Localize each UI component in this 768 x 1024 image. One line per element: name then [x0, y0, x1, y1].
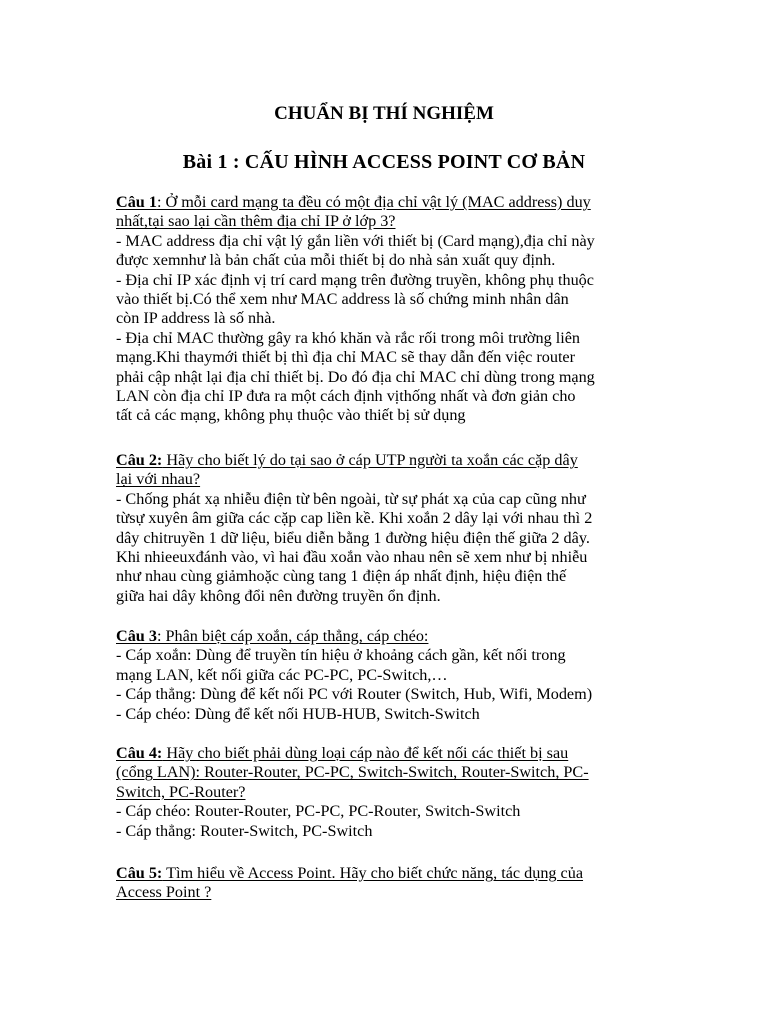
question-3-text: : Phân biệt cáp xoắn, cáp thẳng, cáp chéo: — [156, 627, 429, 645]
answer-4-line: - Cáp thẳng: Router-Switch, PC-Switch — [116, 821, 373, 840]
question-1-line-2: nhất,tại sao lại cần thêm địa chỉ IP ở lớp 3? — [116, 212, 396, 231]
question-4-block — [116, 744, 656, 841]
question-5-block — [116, 864, 656, 903]
question-1-line-1 — [116, 193, 656, 212]
question-2-line-2: lại với nhau? — [116, 470, 201, 489]
answer-2-line: như nhau cùng giảmhoặc cùng tang 1 điện áp nhất định, hiệu điện thế — [116, 567, 567, 586]
question-4-line-1 — [116, 744, 656, 763]
answer-1-line: LAN còn địa chỉ IP đưa ra một cách định vịthống nhất và đơn giản cho — [116, 386, 576, 405]
question-3-line-1 — [116, 627, 656, 646]
question-3-label: Câu 3 — [116, 627, 157, 645]
question-5-text: Tìm hiểu về Access Point. Hãy cho biết chức năng, tác dụng của — [162, 864, 584, 882]
question-5-line-2: Access Point ? — [116, 883, 212, 902]
answer-2-line: từsự xuyên âm giữa các cặp cap liền kề. Khi xoắn 2 dây lại với nhau thì 2 — [116, 509, 593, 528]
question-1-label: Câu 1 — [116, 193, 157, 211]
answer-1-line: mạng.Khi thaymới thiết bị thì địa chỉ MAC sẽ thay dẫn đến việc router — [116, 348, 576, 367]
question-4-line-3: Switch, PC-Router? — [116, 782, 246, 801]
document-title: CHUẨN BỊ THÍ NGHIỆM — [274, 103, 494, 124]
question-4-line-2: (cổng LAN): Router-Router, PC-PC, Switch-Switch, Router-Switch, PC- — [116, 763, 589, 782]
answer-3-line: - Cáp chéo: Dùng để kết nối HUB-HUB, Switch-Switch — [116, 704, 480, 723]
answer-3-line: mạng LAN, kết nối giữa các PC-PC, PC-Switch,… — [116, 665, 448, 684]
question-5-label: Câu 5: — [116, 864, 163, 882]
question-2-label: Câu 2: — [116, 451, 163, 469]
answer-3-line: - Cáp thẳng: Dùng để kết nối PC với Router (Switch, Hub, Wifi, Modem) — [116, 685, 593, 704]
answer-3-line: - Cáp xoắn: Dùng để truyền tín hiệu ở khoảng cách gần, kết nối trong — [116, 646, 566, 665]
question-1-text: : Ở mỗi card mạng ta đều có một địa chỉ vật lý (MAC address) duy — [156, 193, 591, 211]
answer-2-line: Khi nhieeuxđánh vào, vì hai đầu xoắn vào nhau nên sẽ xem như bị nhiễu — [116, 547, 588, 566]
answer-2-line: dây chitruyền 1 dữ liệu, biểu diễn bằng 1 đường hiệu điện thế giữa 2 dây. — [116, 528, 590, 547]
answer-2-line: - Chống phát xạ nhiễu điện từ bên ngoài, từ sự phát xạ của cap cũng như — [116, 489, 586, 508]
question-5-line-1 — [116, 864, 656, 883]
lesson-title: Bài 1 : CẤU HÌNH ACCESS POINT CƠ BẢN — [182, 151, 586, 173]
answer-1-line: - MAC address địa chỉ vật lý gắn liền với thiết bị (Card mạng),địa chỉ này — [116, 231, 595, 250]
answer-1-line: tất cả các mạng, không phụ thuộc vào thiết bị sử dụng — [116, 406, 466, 425]
answer-1-line: phải cập nhật lại địa chỉ thiết bị. Do đó địa chỉ MAC chỉ dùng trong mạng — [116, 367, 595, 386]
answer-1-line: còn IP address là số nhà. — [116, 309, 276, 328]
question-4-text: Hãy cho biết phải dùng loại cáp nào để kết nối các thiết bị sau — [162, 744, 569, 762]
answer-2-line: giữa hai dây không đổi nên đường truyền ổn định. — [116, 586, 441, 605]
question-2-block — [116, 451, 656, 606]
answer-1-line: vào thiết bị.Có thể xem như MAC address là số chứng minh nhân dân — [116, 289, 569, 308]
question-2-text: Hãy cho biết lý do tại sao ở cáp UTP người ta xoắn các cặp dây — [162, 451, 578, 469]
answer-1-line: - Địa chỉ IP xác định vị trí card mạng trên đường truyền, không phụ thuộc — [116, 270, 594, 289]
answer-1-line: - Địa chỉ MAC thường gây ra khó khăn và rắc rối trong môi trường liên — [116, 328, 580, 347]
question-3-block — [116, 627, 656, 724]
answer-1-line: được xemnhư là bản chất của mỗi thiết bị do nhà sản xuất quy định. — [116, 251, 556, 270]
answer-4-line: - Cáp chéo: Router-Router, PC-PC, PC-Router, Switch-Switch — [116, 802, 521, 821]
question-2-line-1 — [116, 451, 656, 470]
question-4-label: Câu 4: — [116, 744, 163, 762]
question-1-block — [116, 193, 656, 426]
